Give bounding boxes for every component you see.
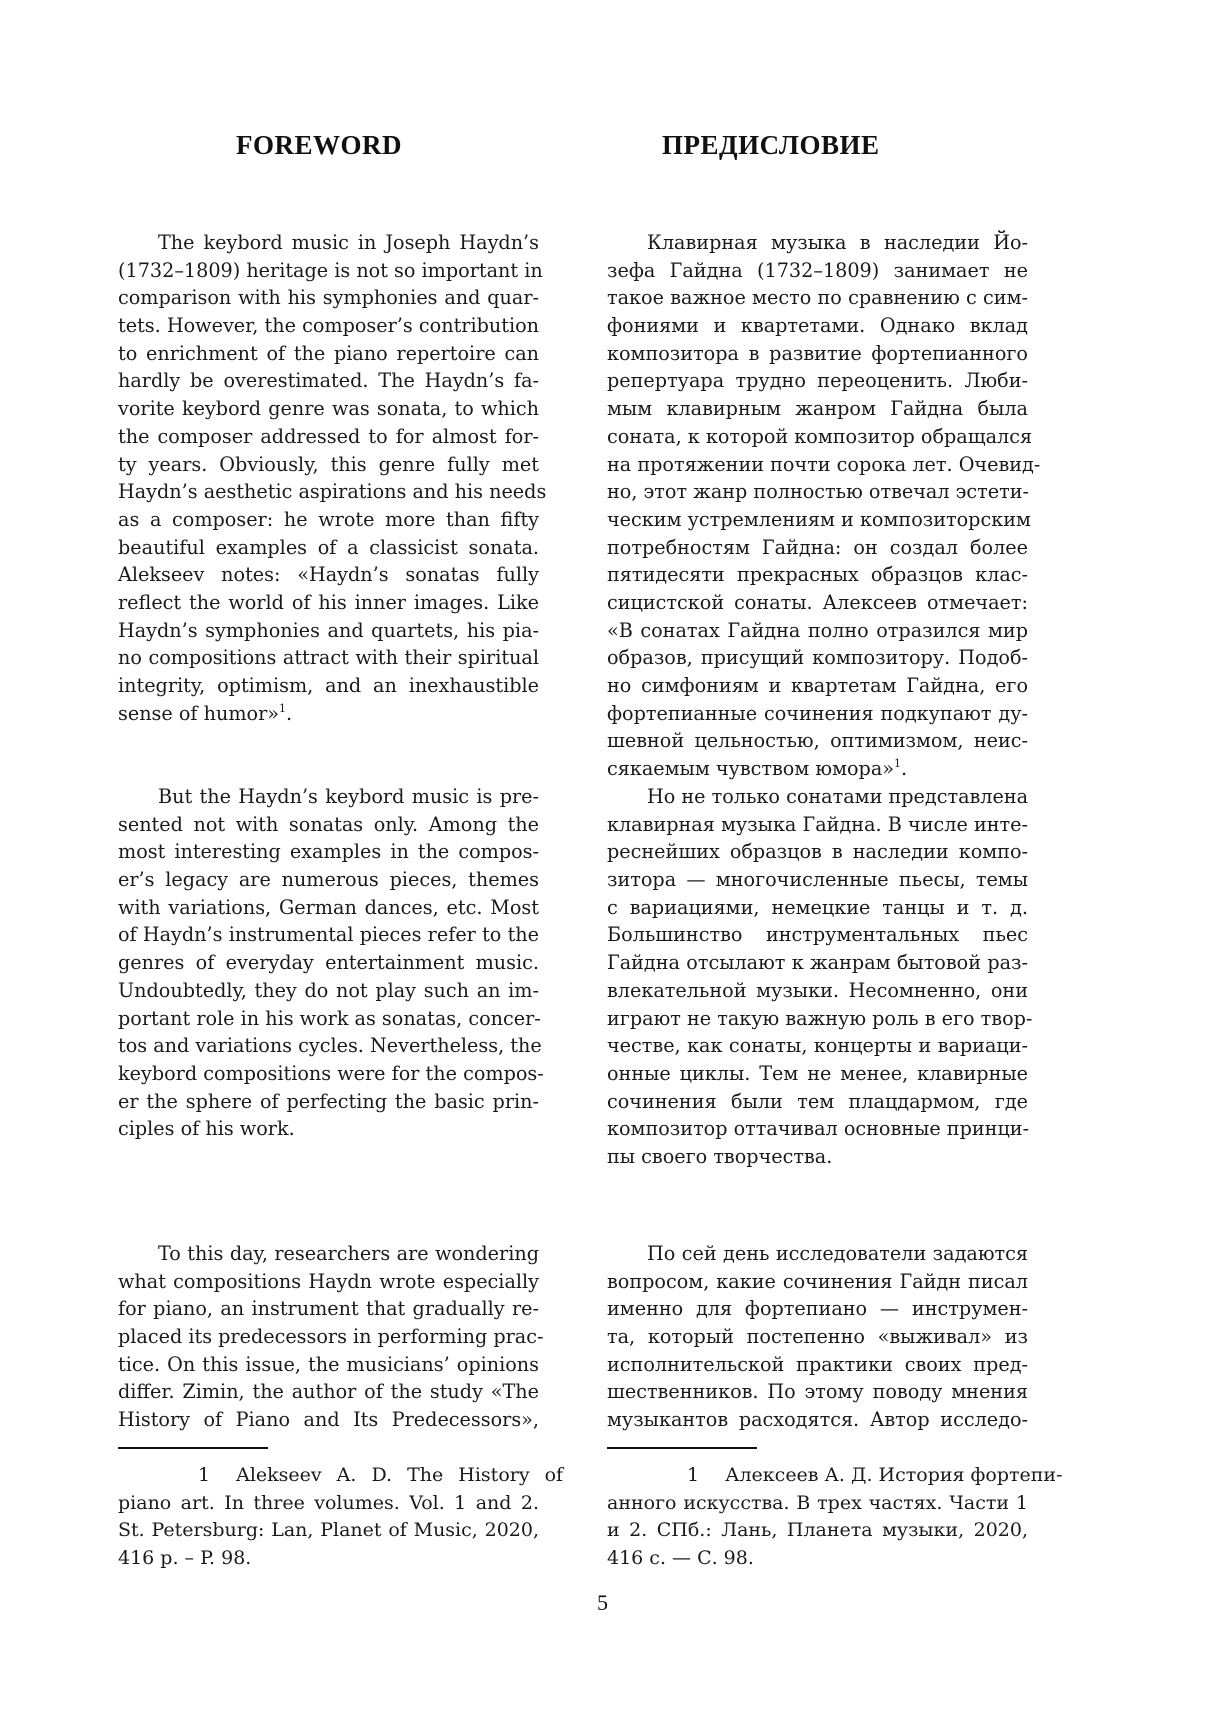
text-line: reflect the world of his inner images. Like bbox=[118, 590, 539, 614]
footnote-line: 416 p. – P. 98. bbox=[118, 1547, 252, 1570]
text-line: влекательной музыки. Несомненно, они bbox=[607, 978, 1028, 1002]
text-line: comparison with his symphonies and quar- bbox=[118, 286, 539, 310]
text-line: шественников. По этому поводу мнения bbox=[607, 1380, 1028, 1404]
text-line: но симфониям и квартетам Гайдна, его bbox=[607, 674, 1028, 697]
text-line: the composer addressed to for almost for- bbox=[118, 424, 539, 448]
footnote-ru bbox=[607, 1462, 1063, 1573]
paragraph-en-1 bbox=[118, 229, 547, 727]
text-line: integrity, optimism, and an inexhaustible bbox=[118, 674, 539, 697]
text-line: По сей день исследователи задаются bbox=[647, 1242, 1028, 1265]
text-line: на протяжении почти сорока лет. Очевид- bbox=[607, 452, 1041, 476]
text-line: та, который постепенно «выживал» из bbox=[607, 1325, 1028, 1349]
text-line: соната, к которой композитор обращался bbox=[607, 424, 1033, 448]
footnote-reference[interactable]: 1 bbox=[279, 701, 286, 715]
text-line: But the Haydn’s keybord music is pre- bbox=[158, 785, 539, 808]
text-line: differ. Zimin, the author of the study «The bbox=[118, 1380, 539, 1404]
text-line: tice. On this issue, the musicians’ opinions bbox=[118, 1352, 539, 1376]
text-line: Haydn’s symphonies and quartets, his pia- bbox=[118, 618, 539, 642]
text-line: «В сонатах Гайдна полно отразился мир bbox=[607, 618, 1028, 642]
text-line: фортепианные сочинения подкупают ду- bbox=[607, 701, 1028, 725]
text-line: Клавирная музыка в наследии Йо- bbox=[647, 231, 1028, 254]
text-line: именно для фортепиано — инструмен- bbox=[607, 1297, 1028, 1321]
text-line-content: сякаемым чувством юмора» bbox=[607, 757, 895, 781]
text-line bbox=[118, 700, 539, 728]
paragraph-en-2 bbox=[118, 783, 544, 1143]
text-line: beautiful examples of a classicist sonata. bbox=[118, 535, 539, 559]
footnote-line: piano art. In three volumes. Vol. 1 and 2. bbox=[118, 1491, 539, 1514]
footnote-line: и 2. СПб.: Лань, Планета музыки, 2020, bbox=[607, 1519, 1028, 1542]
text-line: композитора в развитие фортепианного bbox=[607, 341, 1028, 365]
text-line: for piano, an instrument that gradually re- bbox=[118, 1297, 539, 1321]
paragraph-ru-1 bbox=[607, 229, 1041, 783]
text-line: Большинство инструментальных пьес bbox=[607, 923, 1028, 947]
text-line: образов, присущий композитору. Подоб- bbox=[607, 646, 1028, 670]
text-line: онные циклы. Тем не менее, клавирные bbox=[607, 1061, 1028, 1085]
text-line: пы своего творчества. bbox=[607, 1144, 833, 1168]
text-line: но, этот жанр полностью отвечал эстети- bbox=[607, 480, 1029, 504]
text-line: hardly be overestimated. The Haydn’s fa- bbox=[118, 369, 539, 393]
text-line: er’s legacy are numerous pieces, themes bbox=[118, 868, 539, 892]
text-line: ciples of his work. bbox=[118, 1117, 295, 1141]
text-line: vorite keybord genre was sonata, to which bbox=[118, 397, 539, 421]
text-line: tets. However, the composer’s contribution bbox=[118, 314, 539, 338]
footnote-number: 1 bbox=[198, 1464, 211, 1486]
text-line: To this day, researchers are wondering bbox=[158, 1242, 539, 1265]
footnote-divider bbox=[607, 1447, 757, 1449]
text-line: исполнительской практики своих пред- bbox=[607, 1352, 1028, 1376]
text-line: keybord compositions were for the compos- bbox=[118, 1061, 544, 1085]
text-line: Гайдна отсылают к жанрам бытовой раз- bbox=[607, 951, 1028, 975]
text-line: Но не только сонатами представлена bbox=[647, 785, 1029, 808]
text-line: Haydn’s aesthetic aspirations and his needs bbox=[118, 480, 547, 504]
heading-predislovie: ПРЕДИСЛОВИЕ bbox=[662, 130, 880, 160]
text-line-end: . bbox=[286, 701, 293, 725]
footnote-line: 416 с. — С. 98. bbox=[607, 1547, 754, 1570]
footnote-line: St. Petersburg: Lan, Planet of Music, 2020, bbox=[118, 1519, 539, 1542]
text-line-content: sense of humor» bbox=[118, 701, 279, 725]
text-line: фониями и квартетами. Однако вклад bbox=[607, 314, 1028, 338]
text-line: мым клавирным жанром Гайдна была bbox=[607, 397, 1028, 421]
text-line: genres of everyday entertainment music. bbox=[118, 951, 539, 975]
text-line: ty years. Obviously, this genre fully met bbox=[118, 452, 539, 476]
text-line: реснейших образцов в наследии компо- bbox=[607, 840, 1028, 864]
text-line: placed its predecessors in performing prac- bbox=[118, 1325, 544, 1349]
page-number: 5 bbox=[597, 1590, 608, 1615]
text-line: as a composer: he wrote more than fifty bbox=[118, 507, 539, 531]
paragraph-ru-3 bbox=[607, 1240, 1028, 1434]
text-line: (1732–1809) heritage is not so important in bbox=[118, 258, 543, 282]
text-line: what compositions Haydn wrote especially bbox=[118, 1269, 539, 1293]
text-line: зефа Гайдна (1732–1809) занимает не bbox=[607, 258, 1028, 282]
text-line bbox=[607, 755, 1028, 783]
text-line: sented not with sonatas only. Among the bbox=[118, 812, 539, 836]
text-line: tos and variations cycles. Nevertheless, the bbox=[118, 1034, 542, 1058]
text-line: with variations, German dances, etc. Most bbox=[118, 895, 539, 919]
footnote-text: Alekseev A. D. The History of bbox=[236, 1464, 564, 1486]
text-line: честве, как сонаты, концерты и вариаци- bbox=[607, 1034, 1028, 1058]
text-line: portant role in his work as sonatas, concer- bbox=[118, 1006, 541, 1030]
text-line: Undoubtedly, they do not play such an im- bbox=[118, 978, 539, 1002]
footnote-divider bbox=[118, 1447, 268, 1449]
paragraph-en-3 bbox=[118, 1240, 544, 1434]
text-line: пятидесяти прекрасных образцов клас- bbox=[607, 563, 1028, 587]
text-line: to enrichment of the piano repertoire can bbox=[118, 341, 539, 365]
text-line: вопросом, какие сочинения Гайдн писал bbox=[607, 1269, 1028, 1293]
text-line: музыкантов расходятся. Автор исследо- bbox=[607, 1408, 1028, 1432]
footnote-en bbox=[118, 1462, 564, 1573]
footnote-number: 1 bbox=[687, 1464, 700, 1486]
text-line: er the sphere of perfecting the basic prin- bbox=[118, 1089, 539, 1113]
text-line: такое важное место по сравнению с сим- bbox=[607, 286, 1028, 310]
text-line: зитора — многочисленные пьесы, темы bbox=[607, 868, 1028, 892]
text-line: no compositions attract with their spiritual bbox=[118, 646, 539, 670]
text-line: History of Piano and Its Predecessors», bbox=[118, 1408, 539, 1432]
text-line: с вариациями, немецкие танцы и т. д. bbox=[607, 895, 1028, 919]
footnote-line: анного искусства. В трех частях. Части 1 bbox=[607, 1491, 1028, 1514]
text-line: The keybord music in Joseph Haydn’s bbox=[158, 231, 539, 254]
paragraph-ru-2 bbox=[607, 783, 1033, 1171]
text-line: ческим устремлениям и композиторским bbox=[607, 507, 1031, 531]
text-line: сочинения были тем плацдармом, где bbox=[607, 1089, 1028, 1113]
footnote-text: Алексеев А. Д. История фортепи- bbox=[725, 1464, 1063, 1486]
text-line: of Haydn’s instrumental pieces refer to the bbox=[118, 923, 539, 947]
footnote-line bbox=[607, 1462, 1063, 1490]
text-line-end: . bbox=[901, 757, 908, 781]
text-line: клавирная музыка Гайдна. В числе инте- bbox=[607, 812, 1028, 836]
text-line: потребностям Гайдна: он создал более bbox=[607, 535, 1028, 559]
footnote-line bbox=[118, 1462, 564, 1490]
text-line: сицистской сонаты. Алексеев отмечает: bbox=[607, 590, 1028, 614]
heading-foreword: FOREWORD bbox=[236, 130, 402, 160]
footnote-reference[interactable]: 1 bbox=[894, 757, 902, 771]
text-line: шевной цельностью, оптимизмом, неис- bbox=[607, 729, 1028, 753]
text-line: композитор оттачивал основные принци- bbox=[607, 1117, 1030, 1141]
text-line: Alekseev notes: «Haydn’s sonatas fully bbox=[118, 563, 539, 587]
text-line: репертуара трудно переоценить. Люби- bbox=[607, 369, 1028, 393]
text-line: most interesting examples in the compos- bbox=[118, 840, 539, 864]
text-line: играют не такую важную роль в его твор- bbox=[607, 1006, 1033, 1030]
